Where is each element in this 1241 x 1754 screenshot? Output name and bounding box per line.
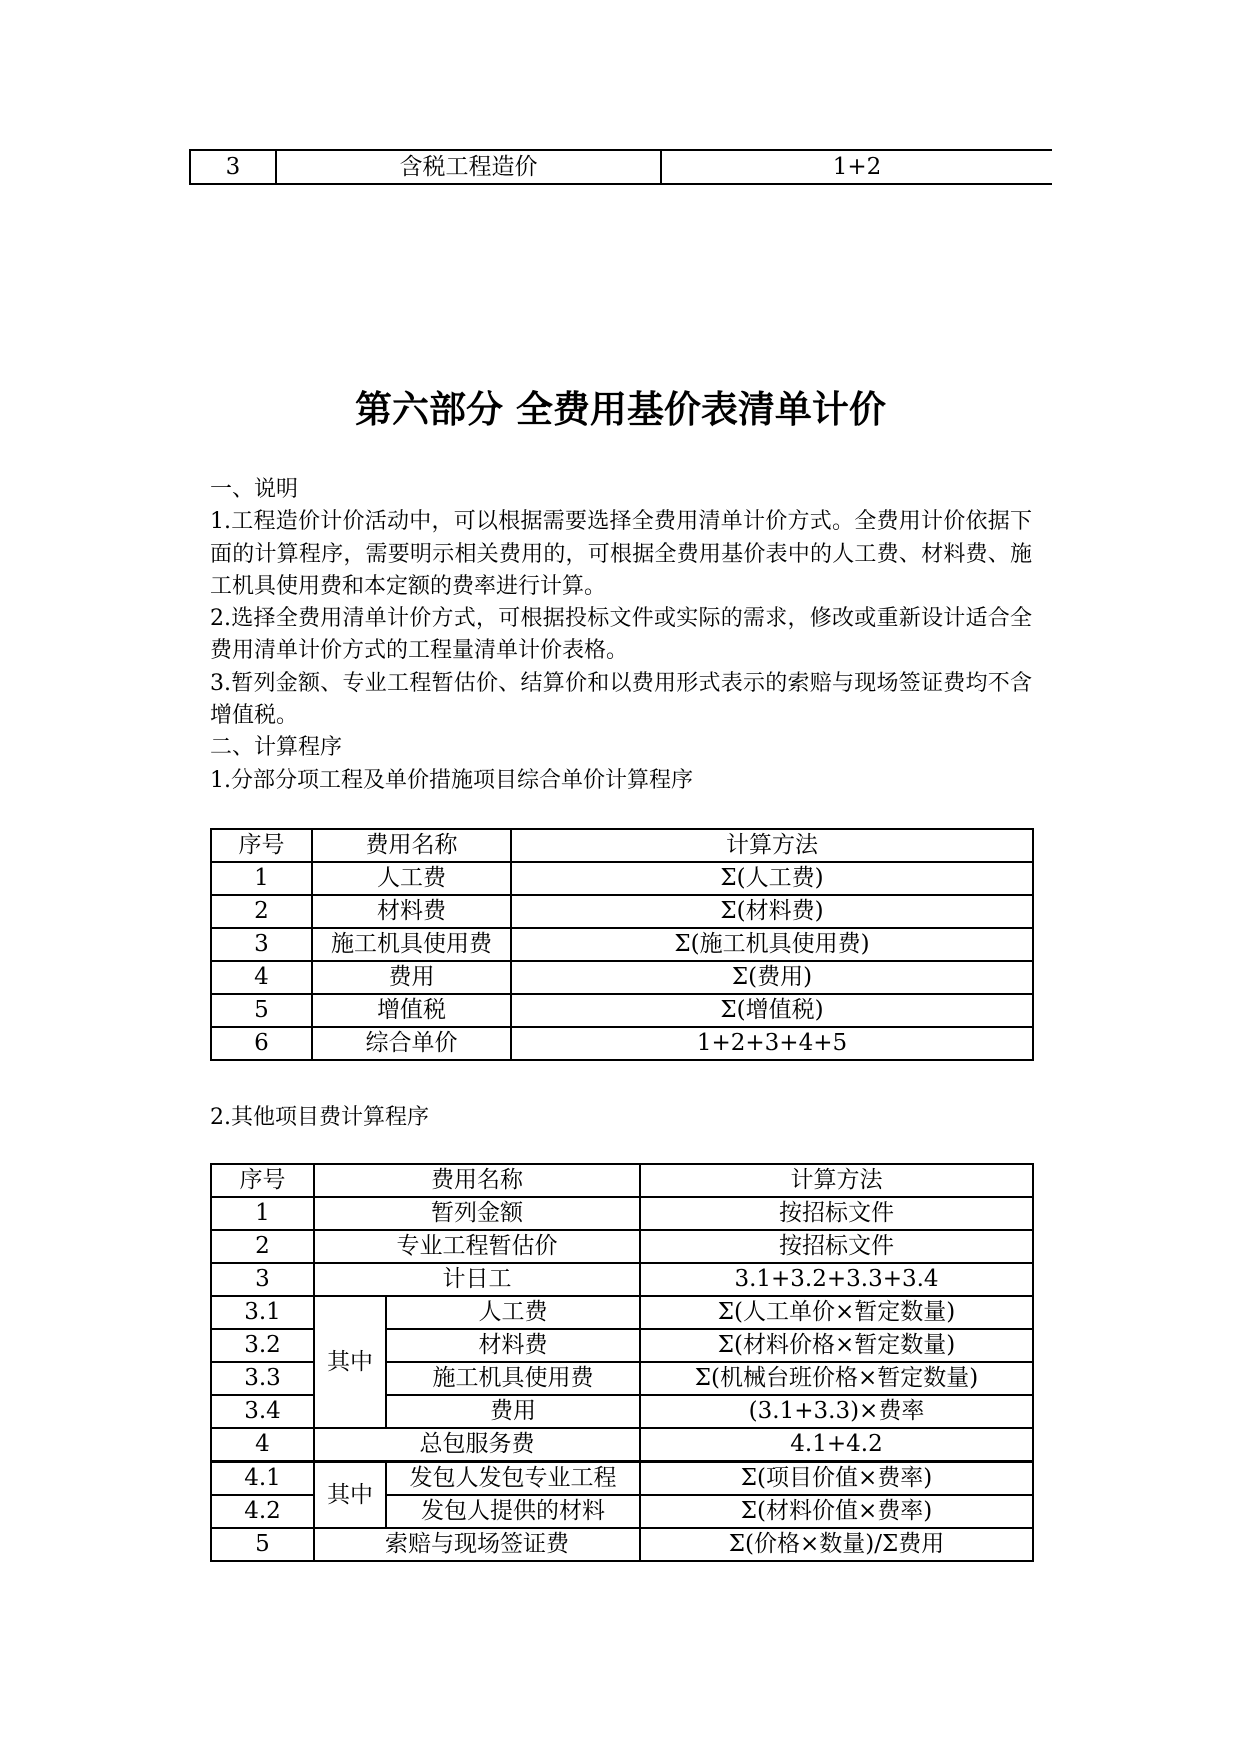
fee-name: 施工机具使用费 (312, 928, 511, 961)
fee-name: 费用 (312, 961, 511, 994)
fee-name: 增值税 (312, 994, 511, 1027)
row-number: 5 (211, 994, 312, 1027)
note-item: 2.选择全费用清单计价方式，可根据投标文件或实际的需求，修改或重新设计适合全费用清单计价方式的工程量清单计价表格。 (210, 606, 1032, 664)
row-number: 1 (211, 1197, 314, 1230)
row-number: 1 (211, 862, 312, 895)
table-row (211, 1528, 1033, 1561)
table-row (211, 1263, 1033, 1296)
table-header-row (211, 1164, 1033, 1197)
section-heading: 一、说明 (210, 477, 299, 502)
calc-method: Σ(费用) (511, 961, 1033, 994)
row-number: 3.2 (211, 1329, 314, 1362)
table-row (211, 1230, 1033, 1263)
column-header: 费用名称 (314, 1164, 640, 1197)
subsection-heading: 2.其他项目费计算程序 (210, 1105, 429, 1130)
subsection-heading: 1.分部分项工程及单价措施项目综合单价计算程序 (210, 767, 693, 793)
table-row (211, 928, 1033, 961)
calc-method: Σ(价格×数量)/Σ费用 (640, 1528, 1033, 1561)
table-row (211, 1462, 1033, 1496)
row-number: 3.1 (211, 1296, 314, 1329)
calc-method: 3.1+3.2+3.3+3.4 (640, 1263, 1033, 1296)
fee-name: 发包人发包专业工程 (386, 1462, 640, 1496)
row-number: 3 (190, 150, 276, 184)
row-number: 3.4 (211, 1395, 314, 1428)
column-header: 费用名称 (312, 829, 511, 862)
fee-name: 费用 (386, 1395, 640, 1428)
row-number: 4.1 (211, 1462, 314, 1496)
table-row (211, 1428, 1033, 1462)
fee-name: 人工费 (312, 862, 511, 895)
row-number: 4 (211, 1428, 314, 1462)
calc-method: Σ(材料价值×费率) (640, 1495, 1033, 1528)
calc-method: 1+2 (661, 150, 1052, 184)
column-header: 序号 (211, 829, 312, 862)
fee-name: 含税工程造价 (276, 150, 661, 184)
unit-price-procedure-table (210, 828, 1034, 1061)
calc-method: 4.1+4.2 (640, 1428, 1033, 1462)
row-number: 2 (211, 1230, 314, 1263)
row-number: 6 (211, 1027, 312, 1060)
table-row (211, 961, 1033, 994)
body-text (210, 474, 1032, 797)
table-row (211, 1296, 1033, 1329)
column-header: 计算方法 (511, 829, 1033, 862)
page-title: 第六部分 全费用基价表清单计价 (355, 388, 886, 431)
table-header-row (211, 829, 1033, 862)
calc-method: Σ(机械台班价格×暂定数量) (640, 1362, 1033, 1395)
column-header: 序号 (211, 1164, 314, 1197)
fee-name: 计日工 (314, 1263, 640, 1296)
table-row (190, 150, 1052, 184)
row-number: 3 (211, 928, 312, 961)
fee-name: 综合单价 (312, 1027, 511, 1060)
fee-name: 专业工程暂估价 (314, 1230, 640, 1263)
table-row (211, 994, 1033, 1027)
calc-method: Σ(施工机具使用费) (511, 928, 1033, 961)
table-row (211, 895, 1033, 928)
calc-method: Σ(材料费) (511, 895, 1033, 928)
row-number: 3 (211, 1263, 314, 1296)
row-number: 3.3 (211, 1362, 314, 1395)
fee-name: 总包服务费 (314, 1428, 640, 1462)
table-row (211, 1197, 1033, 1230)
other-items-procedure-table (210, 1163, 1034, 1562)
group-label: 其中 (314, 1462, 386, 1529)
row-number: 4.2 (211, 1495, 314, 1528)
calc-method: Σ(材料价格×暂定数量) (640, 1329, 1033, 1362)
table-row (211, 862, 1033, 895)
calc-method: 按招标文件 (640, 1230, 1033, 1263)
section-heading: 二、计算程序 (210, 735, 343, 761)
calc-method: 1+2+3+4+5 (511, 1027, 1033, 1060)
fee-name: 施工机具使用费 (386, 1362, 640, 1395)
note-item: 1.工程造价计价活动中，可以根据需要选择全费用清单计价方式。全费用计价依据下面的计算程序，需要明示相关费用的，可根据全费用基价表中的人工费、材料费、施工机具使用费和本定额的费率进行计算。 (210, 509, 1032, 599)
calc-method: Σ(人工单价×暂定数量) (640, 1296, 1033, 1329)
calc-method: 按招标文件 (640, 1197, 1033, 1230)
carryover-table (189, 149, 1052, 185)
fee-name: 发包人提供的材料 (386, 1495, 640, 1528)
note-item: 3.暂列金额、专业工程暂估价、结算价和以费用形式表示的索赔与现场签证费均不含增值税。 (210, 670, 1032, 729)
row-number: 2 (211, 895, 312, 928)
calc-method: Σ(增值税) (511, 994, 1033, 1027)
calc-method: Σ(项目价值×费率) (640, 1462, 1033, 1496)
fee-name: 材料费 (312, 895, 511, 928)
row-number: 4 (211, 961, 312, 994)
fee-name: 暂列金额 (314, 1197, 640, 1230)
calc-method: (3.1+3.3)×费率 (640, 1395, 1033, 1428)
calc-method: Σ(人工费) (511, 862, 1033, 895)
fee-name: 人工费 (386, 1296, 640, 1329)
fee-name: 索赔与现场签证费 (314, 1528, 640, 1561)
group-label: 其中 (314, 1296, 386, 1428)
column-header: 计算方法 (640, 1164, 1033, 1197)
table-row (211, 1027, 1033, 1060)
row-number: 5 (211, 1528, 314, 1561)
fee-name: 材料费 (386, 1329, 640, 1362)
